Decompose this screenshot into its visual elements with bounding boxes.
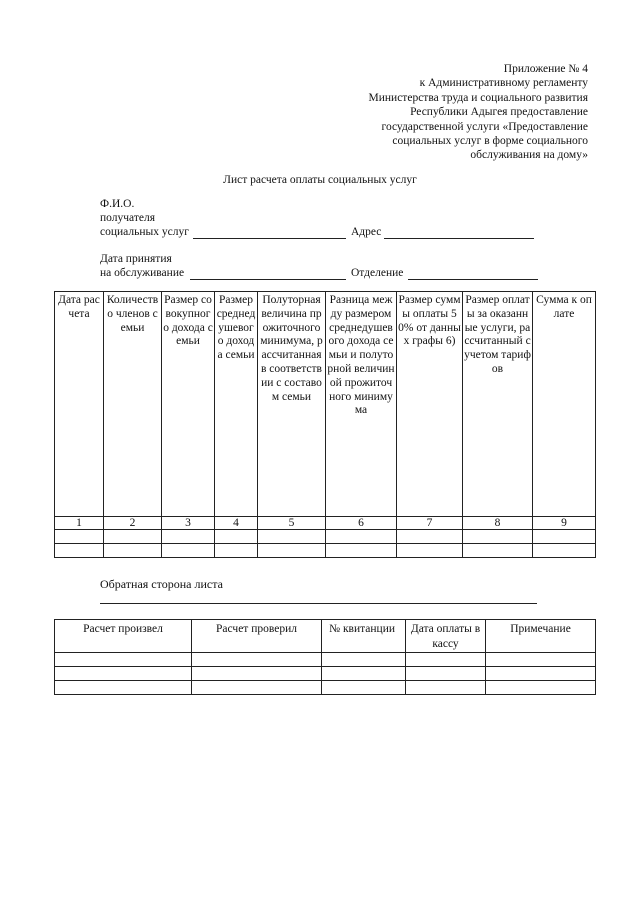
column-header: Дата расчета — [55, 292, 104, 517]
table-cell[interactable] — [192, 681, 322, 695]
column-header: Количество членов семьи — [104, 292, 162, 517]
column-header: № квитанции — [322, 620, 406, 653]
table-cell[interactable] — [322, 681, 406, 695]
column-number: 9 — [533, 517, 596, 530]
address-label: Адрес — [351, 226, 382, 238]
header-line: к Административному регламенту — [419, 77, 588, 90]
table-header-row — [55, 292, 596, 517]
table-cell[interactable] — [162, 544, 215, 558]
column-number: 8 — [463, 517, 533, 530]
department-blank-line[interactable] — [408, 279, 538, 280]
column-number: 3 — [162, 517, 215, 530]
table-cell[interactable] — [533, 530, 596, 544]
table-cell[interactable] — [326, 544, 397, 558]
back-side-divider — [100, 603, 537, 604]
column-number: 7 — [397, 517, 463, 530]
table-cell[interactable] — [192, 653, 322, 667]
table-cell[interactable] — [215, 530, 258, 544]
document-title: Лист расчета оплаты социальных услуг — [223, 174, 417, 186]
column-header: Дата оплаты в кассу — [406, 620, 486, 653]
table-cell[interactable] — [55, 544, 104, 558]
header-line: социальных услуг в форме социального — [392, 135, 588, 148]
fio-blank-line[interactable] — [193, 238, 346, 239]
fio-label-services: социальных услуг — [100, 226, 189, 238]
column-number: 5 — [258, 517, 326, 530]
header-line: Республики Адыгея предоставление — [410, 106, 588, 119]
column-header: Полуторная величина прожиточного минимума, рассчитанная в соответствии с составом семьи — [258, 292, 326, 517]
column-header: Расчет проверил — [192, 620, 322, 653]
column-header: Разница между размером среднедушевого дохода семьи и полуторной величиной прожиточного минимума — [326, 292, 397, 517]
column-header: Размер суммы оплаты 50% от данных графы 6) — [397, 292, 463, 517]
column-number: 2 — [104, 517, 162, 530]
table-cell[interactable] — [533, 544, 596, 558]
table-cell[interactable] — [215, 544, 258, 558]
table-cell[interactable] — [55, 530, 104, 544]
table-row — [55, 530, 596, 544]
table-cell[interactable] — [397, 530, 463, 544]
column-number-row — [55, 517, 596, 530]
table-row — [55, 653, 596, 667]
table-cell[interactable] — [55, 653, 192, 667]
appendix-header — [300, 62, 588, 163]
table-cell[interactable] — [486, 667, 596, 681]
table-row — [55, 544, 596, 558]
department-label: Отделение — [351, 267, 404, 279]
table-header-row — [55, 620, 596, 653]
column-header: Расчет произвел — [55, 620, 192, 653]
date-service-label: на обслуживание — [100, 267, 185, 279]
table-cell[interactable] — [322, 667, 406, 681]
table-cell[interactable] — [486, 681, 596, 695]
address-blank-line[interactable] — [384, 238, 534, 239]
table-cell[interactable] — [326, 530, 397, 544]
table-row — [55, 681, 596, 695]
table-cell[interactable] — [55, 681, 192, 695]
table-cell[interactable] — [258, 544, 326, 558]
fio-label: Ф.И.О. — [100, 198, 135, 210]
column-number: 6 — [326, 517, 397, 530]
fio-label-recipient: получателя — [100, 212, 155, 224]
table-cell[interactable] — [55, 667, 192, 681]
table-cell[interactable] — [162, 530, 215, 544]
header-line: Приложение № 4 — [503, 63, 588, 75]
table-cell[interactable] — [258, 530, 326, 544]
table-cell[interactable] — [406, 653, 486, 667]
header-line: государственной услуги «Предоставление — [381, 120, 588, 133]
table-cell[interactable] — [322, 653, 406, 667]
back-side-title: Обратная сторона листа — [100, 577, 223, 591]
payment-record-table — [54, 619, 596, 695]
payment-calculation-table — [54, 291, 596, 558]
column-header: Размер совокупного дохода семьи — [162, 292, 215, 517]
table-cell[interactable] — [406, 681, 486, 695]
date-blank-line[interactable] — [190, 279, 346, 280]
table-row — [55, 667, 596, 681]
table-cell[interactable] — [406, 667, 486, 681]
column-number: 1 — [55, 517, 104, 530]
header-line: обслуживания на дому» — [470, 149, 588, 162]
table-cell[interactable] — [397, 544, 463, 558]
column-header: Примечание — [486, 620, 596, 653]
column-number: 4 — [215, 517, 258, 530]
table-cell[interactable] — [104, 530, 162, 544]
table-cell[interactable] — [192, 667, 322, 681]
table-cell[interactable] — [463, 530, 533, 544]
column-header: Размер оплаты за оказанные услуги, рассчитанный с учетом тарифов — [463, 292, 533, 517]
date-accept-label: Дата принятия — [100, 253, 172, 265]
table-cell[interactable] — [104, 544, 162, 558]
column-header: Сумма к оплате — [533, 292, 596, 517]
table-cell[interactable] — [463, 544, 533, 558]
column-header: Размер среднедушевого дохода семьи — [215, 292, 258, 517]
table-cell[interactable] — [486, 653, 596, 667]
header-line: Министерства труда и социального развития — [368, 91, 588, 104]
